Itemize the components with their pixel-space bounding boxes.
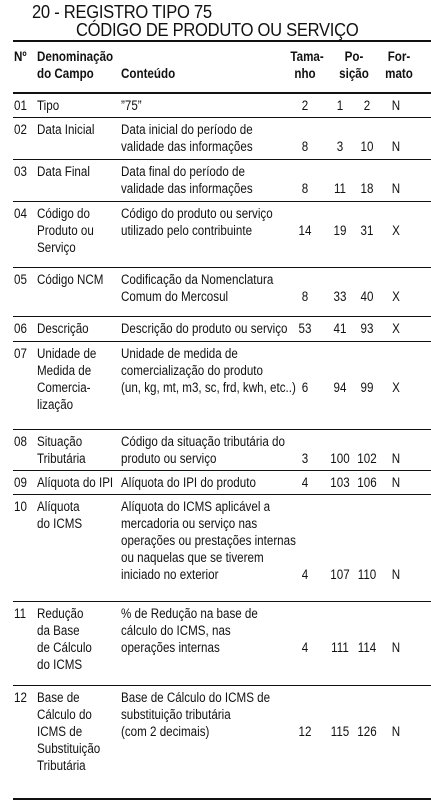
field-content: Base de Cálculo do ICMS de [121, 690, 271, 705]
field-position-end: 31 [360, 223, 374, 238]
field-content: Alíquota do ICMS aplicável a [121, 499, 271, 514]
field-position-start: 1 [336, 98, 344, 113]
field-name: Cálculo do [37, 707, 92, 722]
field-position-end: 126 [357, 724, 377, 739]
field-position-start: 33 [333, 289, 347, 304]
field-size: 4 [301, 567, 309, 582]
field-content: Código do produto ou serviço [121, 206, 273, 221]
field-content: Código da situação tributária do [121, 434, 285, 449]
field-format: N [391, 724, 401, 739]
field-content: Codificação da Nomenclatura [121, 272, 274, 287]
field-content: produto ou serviço [121, 451, 217, 466]
field-position-start: 100 [330, 451, 350, 466]
field-name: da Base [37, 623, 80, 638]
row-divider [13, 494, 431, 495]
field-format: N [391, 139, 401, 154]
field-name: Comercia- [37, 380, 91, 395]
field-position-start: 19 [333, 223, 347, 238]
field-position-start: 3 [336, 139, 344, 154]
header-tamanho: Tama- [290, 49, 324, 64]
header-n: Nº [14, 49, 27, 64]
row-number: 06 [14, 321, 27, 336]
field-position-end: 106 [357, 475, 377, 490]
field-position-start: 111 [331, 640, 349, 655]
field-content: substituição tributária [121, 707, 231, 722]
field-content: validade das informações [121, 139, 253, 154]
field-content: cálculo do ICMS, nas [121, 623, 231, 638]
field-format: N [391, 451, 401, 466]
field-content: iniciado no exterior [121, 567, 219, 582]
field-name: Redução [37, 606, 84, 621]
row-number: 05 [14, 272, 27, 287]
field-content: % de Redução na base de [121, 606, 258, 621]
row-number: 09 [14, 475, 27, 490]
field-format: X [392, 289, 400, 304]
field-name: Código do [37, 206, 90, 221]
field-name: Substituição [37, 741, 101, 756]
field-name: Alíquota [37, 499, 80, 514]
field-position-start: 115 [330, 724, 350, 739]
field-name: Base de [37, 690, 80, 705]
field-size: 8 [301, 289, 309, 304]
field-position-end: 2 [363, 98, 371, 113]
field-content: Data inicial do período de [121, 122, 253, 137]
field-position-end: 110 [357, 567, 377, 582]
field-size: 6 [301, 380, 309, 395]
row-number: 08 [14, 434, 27, 449]
header-denominacao: do Campo [37, 66, 94, 81]
field-size: 8 [301, 139, 309, 154]
row-number: 01 [14, 98, 27, 113]
field-format: X [392, 321, 400, 336]
field-format: X [392, 223, 400, 238]
field-name: Tributária [37, 758, 86, 773]
header-formato: mato [385, 66, 413, 81]
field-position-end: 114 [357, 640, 377, 655]
field-position-end: 18 [360, 181, 374, 196]
page-title [0, 0, 431, 40]
row-divider [13, 341, 431, 342]
row-divider [13, 429, 431, 430]
field-content: (com 2 decimais) [121, 724, 210, 739]
header-tamanho: nho [294, 66, 316, 81]
header-posicao: sição [339, 66, 369, 81]
field-name: de Cálculo [37, 640, 92, 655]
row-divider [13, 267, 431, 268]
field-content: Data final do período de [121, 164, 245, 179]
field-content: utilizado pelo contribuinte [121, 223, 253, 238]
header-posicao: Po- [344, 49, 364, 64]
field-format: N [391, 181, 401, 196]
field-position-end: 40 [360, 289, 374, 304]
field-content: Comum do Mercosul [121, 289, 229, 304]
field-size: 3 [301, 451, 309, 466]
row-divider [13, 117, 431, 118]
field-content: Descrição do produto ou serviço [121, 321, 288, 336]
field-format: N [391, 98, 401, 113]
header-bottom-border [13, 92, 431, 94]
field-content: validade das informações [121, 181, 253, 196]
field-format: X [392, 380, 400, 395]
field-size: 53 [298, 321, 312, 336]
header-denominacao: Denominação [37, 49, 114, 64]
field-name: Situação [37, 434, 83, 449]
title-line-2: CÓDIGO DE PRODUTO OU SERVIÇO [76, 20, 359, 40]
field-content: ”75” [121, 98, 142, 113]
field-name: do ICMS [37, 657, 83, 672]
field-content: Unidade de medida de [121, 346, 238, 361]
row-number: 03 [14, 164, 27, 179]
field-content: comercialização do produto [121, 363, 263, 378]
field-position-start: 103 [330, 475, 350, 490]
field-name: Código NCM [37, 272, 104, 287]
field-format: N [391, 640, 401, 655]
field-size: 4 [301, 640, 309, 655]
field-position-end: 102 [357, 451, 377, 466]
row-number: 04 [14, 206, 27, 221]
field-name: Tipo [37, 98, 60, 113]
row-number: 02 [14, 122, 27, 137]
field-size: 8 [301, 181, 309, 196]
field-name: Medida de [37, 363, 92, 378]
row-divider [13, 601, 431, 602]
field-content: (un, kg, mt, m3, sc, frd, kwh, etc..) [121, 380, 296, 395]
field-name: Unidade de [37, 346, 97, 361]
field-position-end: 10 [360, 139, 374, 154]
field-content: mercadoria ou serviço nas [121, 516, 258, 531]
row-divider [13, 201, 431, 202]
field-format: N [391, 567, 401, 582]
field-content: operações ou prestações internas [121, 533, 296, 548]
field-content: ou naquelas que se tiverem [121, 550, 264, 565]
field-position-end: 93 [360, 321, 374, 336]
field-format: N [391, 475, 401, 490]
title-line-1: 20 - REGISTRO TIPO 75 [32, 2, 212, 22]
row-divider [13, 316, 431, 317]
field-position-start: 107 [330, 567, 350, 582]
row-divider [13, 685, 431, 686]
row-number: 12 [14, 690, 27, 705]
field-content: operações internas [121, 640, 220, 655]
row-divider [13, 159, 431, 160]
field-name: Data Inicial [37, 122, 95, 137]
field-name: lização [37, 397, 74, 412]
field-content: Alíquota do IPI do produto [121, 475, 256, 490]
field-size: 4 [301, 475, 309, 490]
field-name: do ICMS [37, 516, 83, 531]
field-name: Serviço [37, 240, 76, 255]
field-size: 2 [301, 98, 309, 113]
field-position-start: 94 [333, 380, 347, 395]
field-name: Descrição [37, 321, 89, 336]
header-conteudo: Conteúdo [121, 66, 176, 81]
field-size: 14 [298, 223, 312, 238]
field-name: Alíquota do IPI [37, 475, 114, 490]
row-number: 11 [14, 606, 27, 621]
field-name: Data Final [37, 164, 90, 179]
field-position-start: 41 [333, 321, 347, 336]
header-top-border [13, 40, 431, 42]
field-position-start: 11 [333, 181, 347, 196]
header-formato: For- [387, 49, 411, 64]
field-name: Tributária [37, 451, 86, 466]
row-divider [13, 470, 431, 471]
row-number: 10 [14, 499, 27, 514]
field-size: 12 [298, 724, 312, 739]
field-name: ICMS de [37, 724, 83, 739]
field-position-end: 99 [360, 380, 374, 395]
field-name: Produto ou [37, 223, 94, 238]
row-number: 07 [14, 346, 27, 361]
